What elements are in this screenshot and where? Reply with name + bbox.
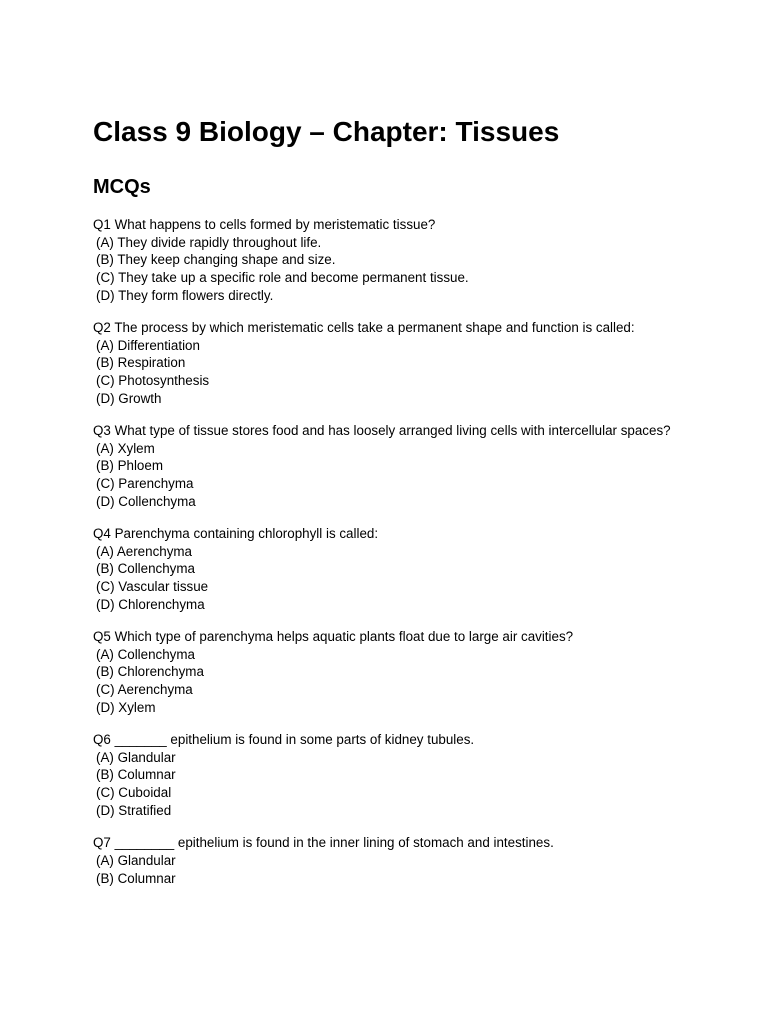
option-b: (B) Columnar [96,767,176,783]
option-c: (C) They take up a specific role and become permanent tissue. [96,270,469,286]
question-text: Q6 _______ epithelium is found in some parts of kidney tubules. [93,732,475,748]
question-text: Q2 The process by which meristematic cells take a permanent shape and function is called: [93,320,635,336]
question-5 [93,628,733,717]
option-b: (B) Columnar [96,870,176,886]
question-text: Q3 What type of tissue stores food and has loosely arranged living cells with intercellular spaces? [93,423,671,439]
option-c: (C) Photosynthesis [96,373,210,389]
question-7 [93,834,733,887]
option-c: (C) Aerenchyma [96,682,193,698]
option-a: (A) Aerenchyma [96,543,193,559]
question-text: Q4 Parenchyma containing chlorophyll is called: [93,526,379,542]
option-c: (C) Vascular tissue [96,579,209,595]
option-b: (B) Chlorenchyma [96,664,204,680]
option-d: (D) Xylem [96,699,156,715]
option-b: (B) Collenchyma [96,561,195,577]
option-d: (D) Stratified [96,802,172,818]
question-text: Q7 ________ epithelium is found in the inner lining of stomach and intestines. [93,835,554,851]
option-a: (A) They divide rapidly throughout life. [96,234,322,250]
question-1 [93,216,733,305]
question-text: Q5 Which type of parenchyma helps aquatic plants float due to large air cavities? [93,629,574,645]
section-heading-mcqs: MCQs [93,176,151,198]
question-2 [93,319,733,408]
page-title: Class 9 Biology – Chapter: Tissues [93,116,560,147]
question-list [93,216,733,902]
option-a: (A) Xylem [96,440,155,456]
option-a: (A) Differentiation [96,337,200,353]
option-a: (A) Glandular [96,749,176,765]
question-text: Q1 What happens to cells formed by meristematic tissue? [93,217,436,232]
question-6 [93,731,733,820]
option-d: (D) They form flowers directly. [96,287,274,303]
option-d: (D) Collenchyma [96,493,196,509]
option-d: (D) Growth [96,390,162,406]
option-b: (B) They keep changing shape and size. [96,252,336,268]
question-4 [93,525,733,614]
option-c: (C) Parenchyma [96,476,194,492]
option-a: (A) Collenchyma [96,646,195,662]
option-d: (D) Chlorenchyma [96,596,205,612]
option-b: (B) Respiration [96,355,186,371]
option-a: (A) Glandular [96,852,176,868]
option-b: (B) Phloem [96,458,163,474]
option-c: (C) Cuboidal [96,785,172,801]
question-3 [93,422,733,511]
